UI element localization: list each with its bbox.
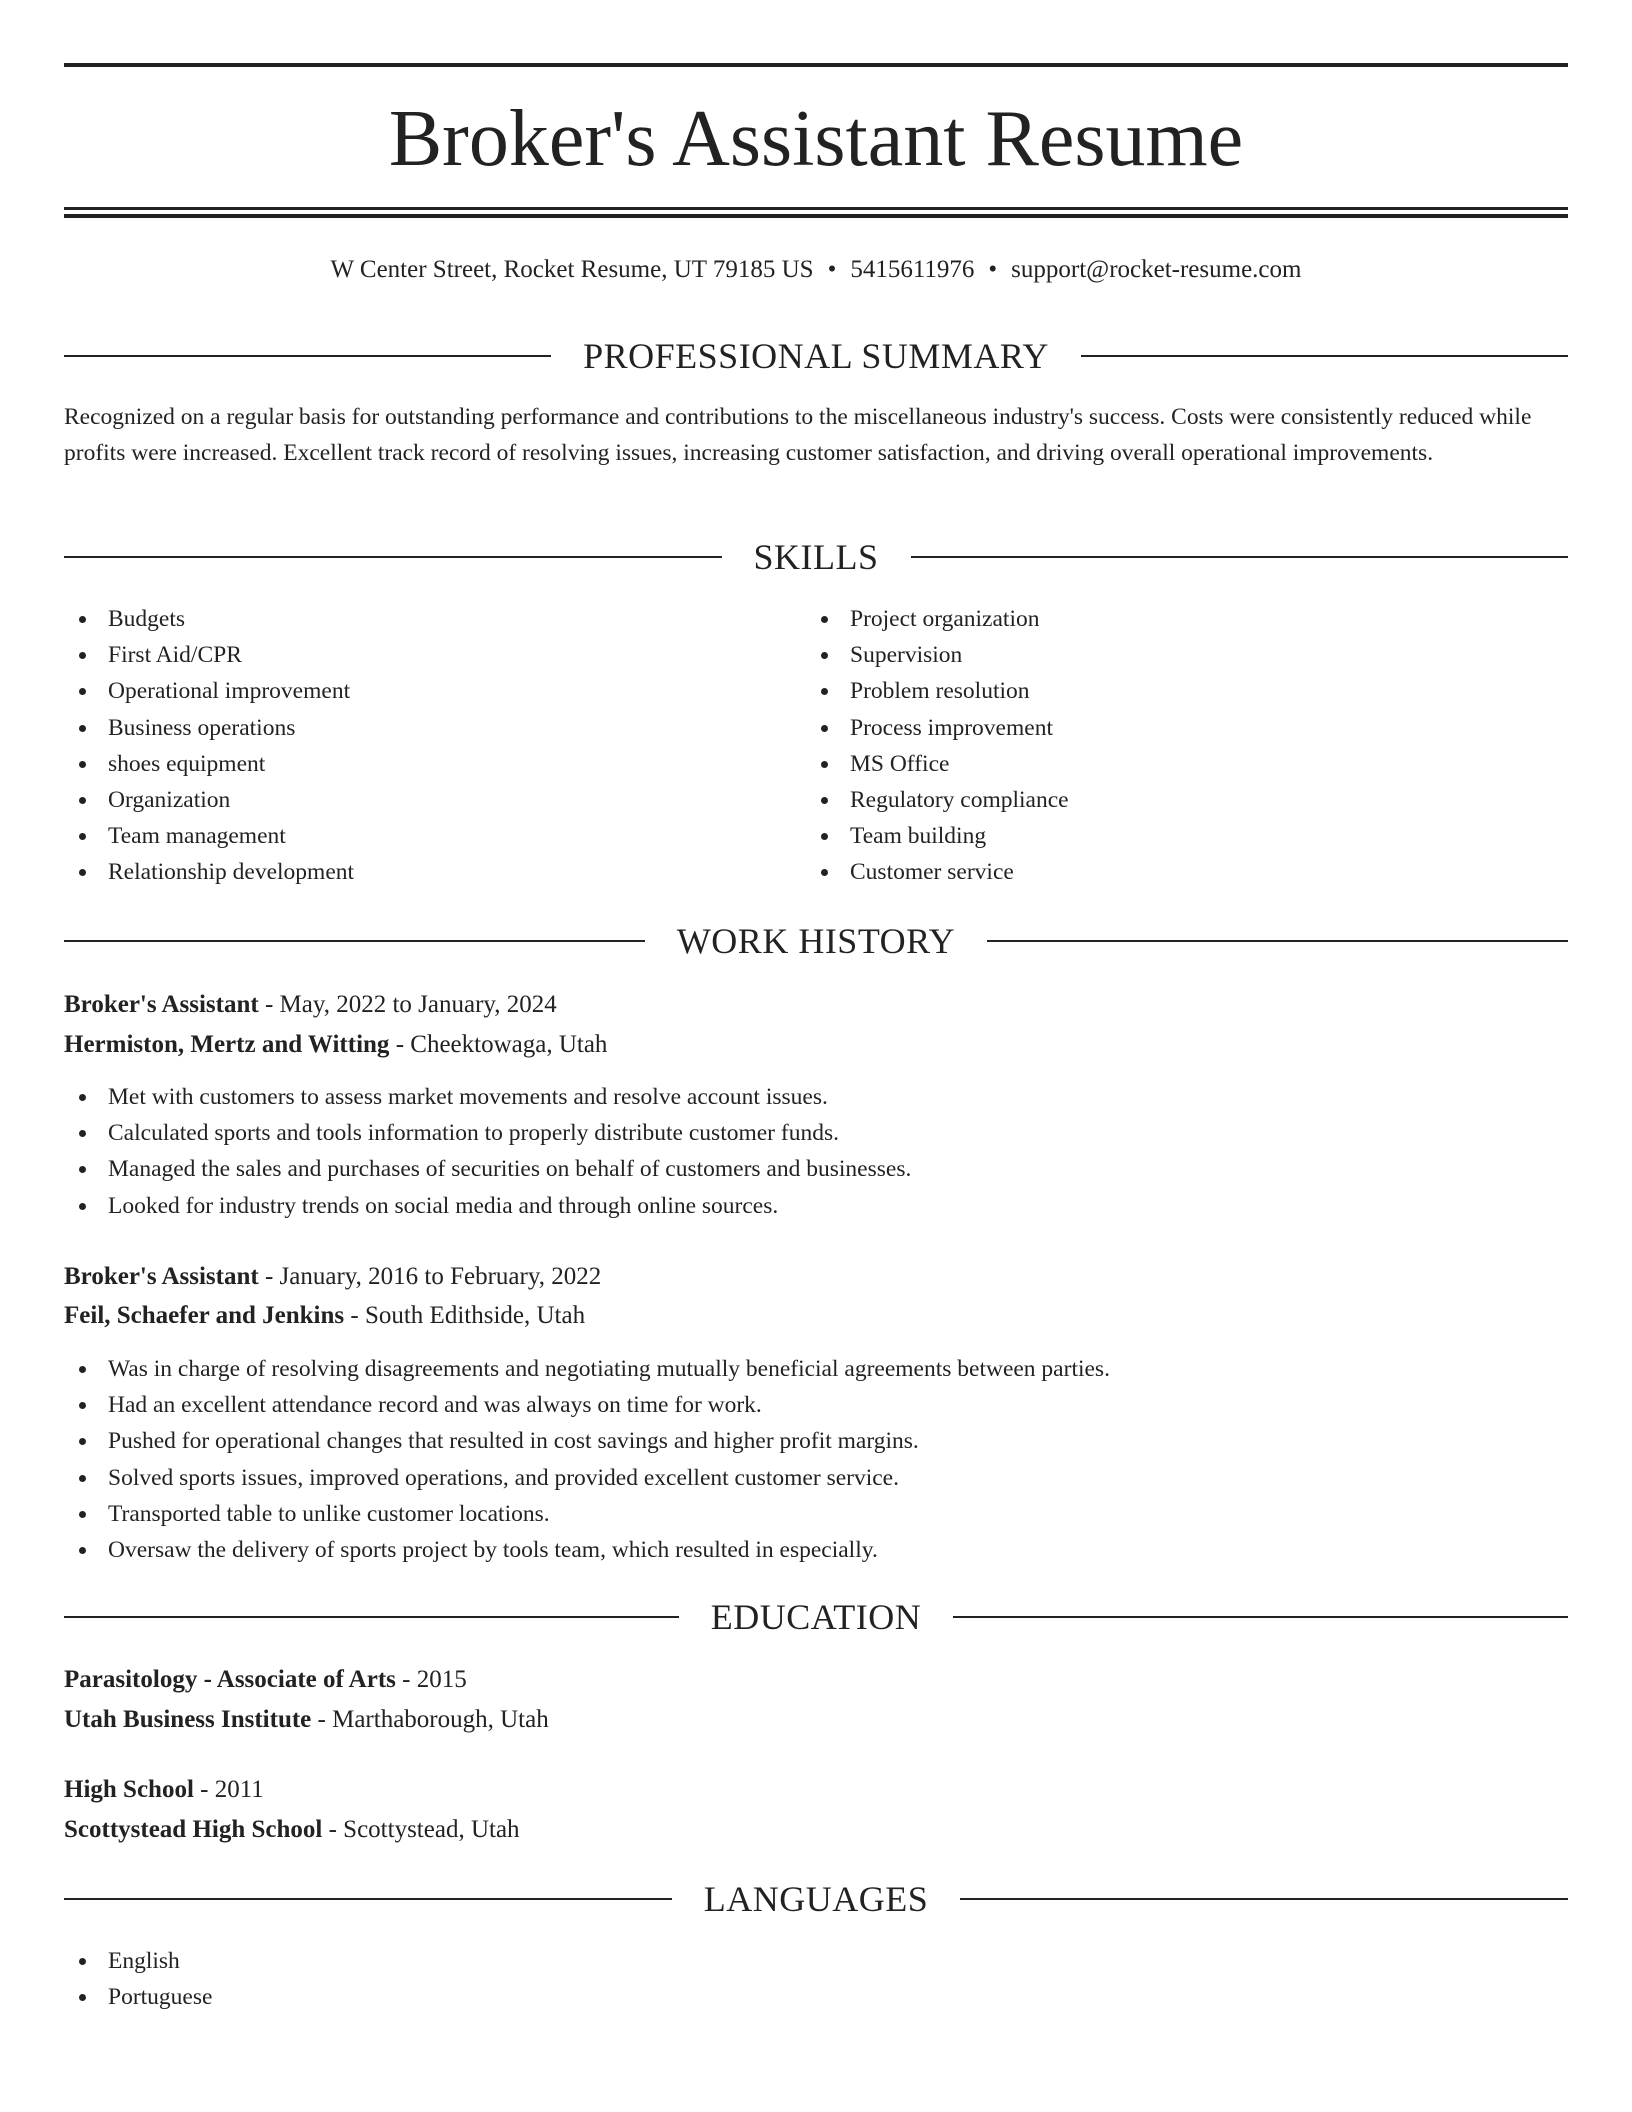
language-item: English [64, 1943, 764, 1979]
skill-item: Operational improvement [64, 673, 764, 709]
education-heading-label: EDUCATION [710, 1597, 922, 1637]
heading-rule-left [64, 556, 722, 558]
contact-phone: 5415611976 [850, 256, 975, 283]
skills-heading [64, 535, 1568, 579]
job-dates: - January, 2016 to February, 2022 [258, 1263, 602, 1290]
job-title-line [64, 1258, 1568, 1296]
education-location: - Marthaborough, Utah [311, 1706, 549, 1733]
skill-item: Regulatory compliance [806, 782, 1506, 818]
skill-item: Relationship development [64, 854, 764, 890]
skills-list-left [64, 601, 764, 891]
skill-item: Organization [64, 782, 764, 818]
work-history-heading-label: WORK HISTORY [676, 921, 956, 961]
skill-item: shoes equipment [64, 746, 764, 782]
contact-separator: • [988, 256, 998, 283]
education-school: Utah Business Institute [64, 1706, 312, 1733]
job-bullet: Calculated sports and tools information to properly distribute customer funds. [64, 1115, 1568, 1151]
education-degree-line [64, 1661, 1568, 1699]
education-degree-line [64, 1771, 1568, 1809]
skill-item: Process improvement [806, 710, 1506, 746]
education-location: - Scottystead, Utah [322, 1816, 520, 1843]
skill-item: Team management [64, 818, 764, 854]
skill-item: Customer service [806, 854, 1506, 890]
job-location: - Cheektowaga, Utah [389, 1031, 608, 1058]
skills-heading-label: SKILLS [753, 537, 879, 577]
education-school-line [64, 1811, 1568, 1849]
skill-item: Supervision [806, 637, 1506, 673]
heading-rule-right [1081, 355, 1568, 357]
job-bullets [64, 1351, 1568, 1568]
header-rule-upper [64, 207, 1568, 210]
job-bullet: Pushed for operational changes that resulted in cost savings and higher profit margins. [64, 1423, 1568, 1459]
heading-rule-left [64, 1898, 672, 1900]
job-dates: - May, 2022 to January, 2024 [258, 991, 557, 1018]
job-bullet: Solved sports issues, improved operations, and provided excellent customer service. [64, 1460, 1568, 1496]
header-rule-lower [64, 214, 1568, 218]
education-heading [64, 1595, 1568, 1639]
work-history-heading [64, 919, 1568, 963]
job-title-line [64, 986, 1568, 1024]
languages-heading-label: LANGUAGES [703, 1879, 929, 1919]
language-item: Portuguese [64, 1979, 764, 2015]
education-school: Scottystead High School [64, 1816, 323, 1843]
heading-rule-left [64, 1616, 679, 1618]
education-school-line [64, 1701, 1568, 1739]
contact-line [64, 254, 1568, 286]
job-bullet: Was in charge of resolving disagreements and negotiating mutually beneficial agreements between parties. [64, 1351, 1568, 1387]
skill-item: Budgets [64, 601, 764, 637]
job-bullet: Met with customers to assess market movements and resolve account issues. [64, 1079, 1568, 1115]
job-bullets [64, 1079, 1568, 1224]
job-bullet: Looked for industry trends on social media and through online sources. [64, 1188, 1568, 1224]
job-bullet: Managed the sales and purchases of securities on behalf of customers and businesses. [64, 1151, 1568, 1187]
education-year: - 2015 [395, 1666, 467, 1693]
job-company: Feil, Schaefer and Jenkins [64, 1302, 345, 1329]
heading-rule-right [987, 940, 1568, 942]
contact-separator: • [827, 256, 837, 283]
skill-item: Project organization [806, 601, 1506, 637]
job-company-line [64, 1297, 1568, 1335]
contact-address: W Center Street, Rocket Resume, UT 79185 US [330, 256, 814, 283]
skills-list-right [806, 601, 1506, 891]
summary-text: Recognized on a regular basis for outstanding performance and contributions to the miscellaneous industry's success. Costs were consistently reduced while profits were increased. Excellent track record of resolving issues, increasing customer satisfaction, and driving overall operational improvements. [64, 404, 1532, 466]
contact-email: support@rocket-resume.com [1011, 256, 1302, 283]
job-bullet: Oversaw the delivery of sports project by tools team, which resulted in especially. [64, 1532, 1568, 1568]
heading-rule-right [960, 1898, 1568, 1900]
skill-item: Problem resolution [806, 673, 1506, 709]
education-year: - 2011 [193, 1776, 264, 1803]
skill-item: Team building [806, 818, 1506, 854]
skill-item: MS Office [806, 746, 1506, 782]
header-top-rule [64, 63, 1568, 67]
languages-list [64, 1943, 764, 2015]
heading-rule-left [64, 355, 551, 357]
job-bullet: Had an excellent attendance record and was always on time for work. [64, 1387, 1568, 1423]
job-title: Broker's Assistant [64, 991, 259, 1018]
heading-rule-left [64, 940, 645, 942]
job-title: Broker's Assistant [64, 1263, 259, 1290]
resume-title: Broker's Assistant Resume [388, 95, 1244, 183]
job-company: Hermiston, Mertz and Witting [64, 1031, 390, 1058]
job-bullet: Transported table to unlike customer locations. [64, 1496, 1568, 1532]
heading-rule-right [911, 556, 1569, 558]
job-company-line [64, 1026, 1568, 1064]
education-degree: High School [64, 1776, 194, 1803]
skill-item: Business operations [64, 710, 764, 746]
summary-heading [64, 334, 1568, 378]
heading-rule-right [953, 1616, 1568, 1618]
summary-heading-label: PROFESSIONAL SUMMARY [583, 336, 1049, 376]
education-degree: Parasitology - Associate of Arts [64, 1666, 396, 1693]
languages-heading [64, 1877, 1568, 1921]
job-location: - South Edithside, Utah [344, 1302, 586, 1329]
skill-item: First Aid/CPR [64, 637, 764, 673]
